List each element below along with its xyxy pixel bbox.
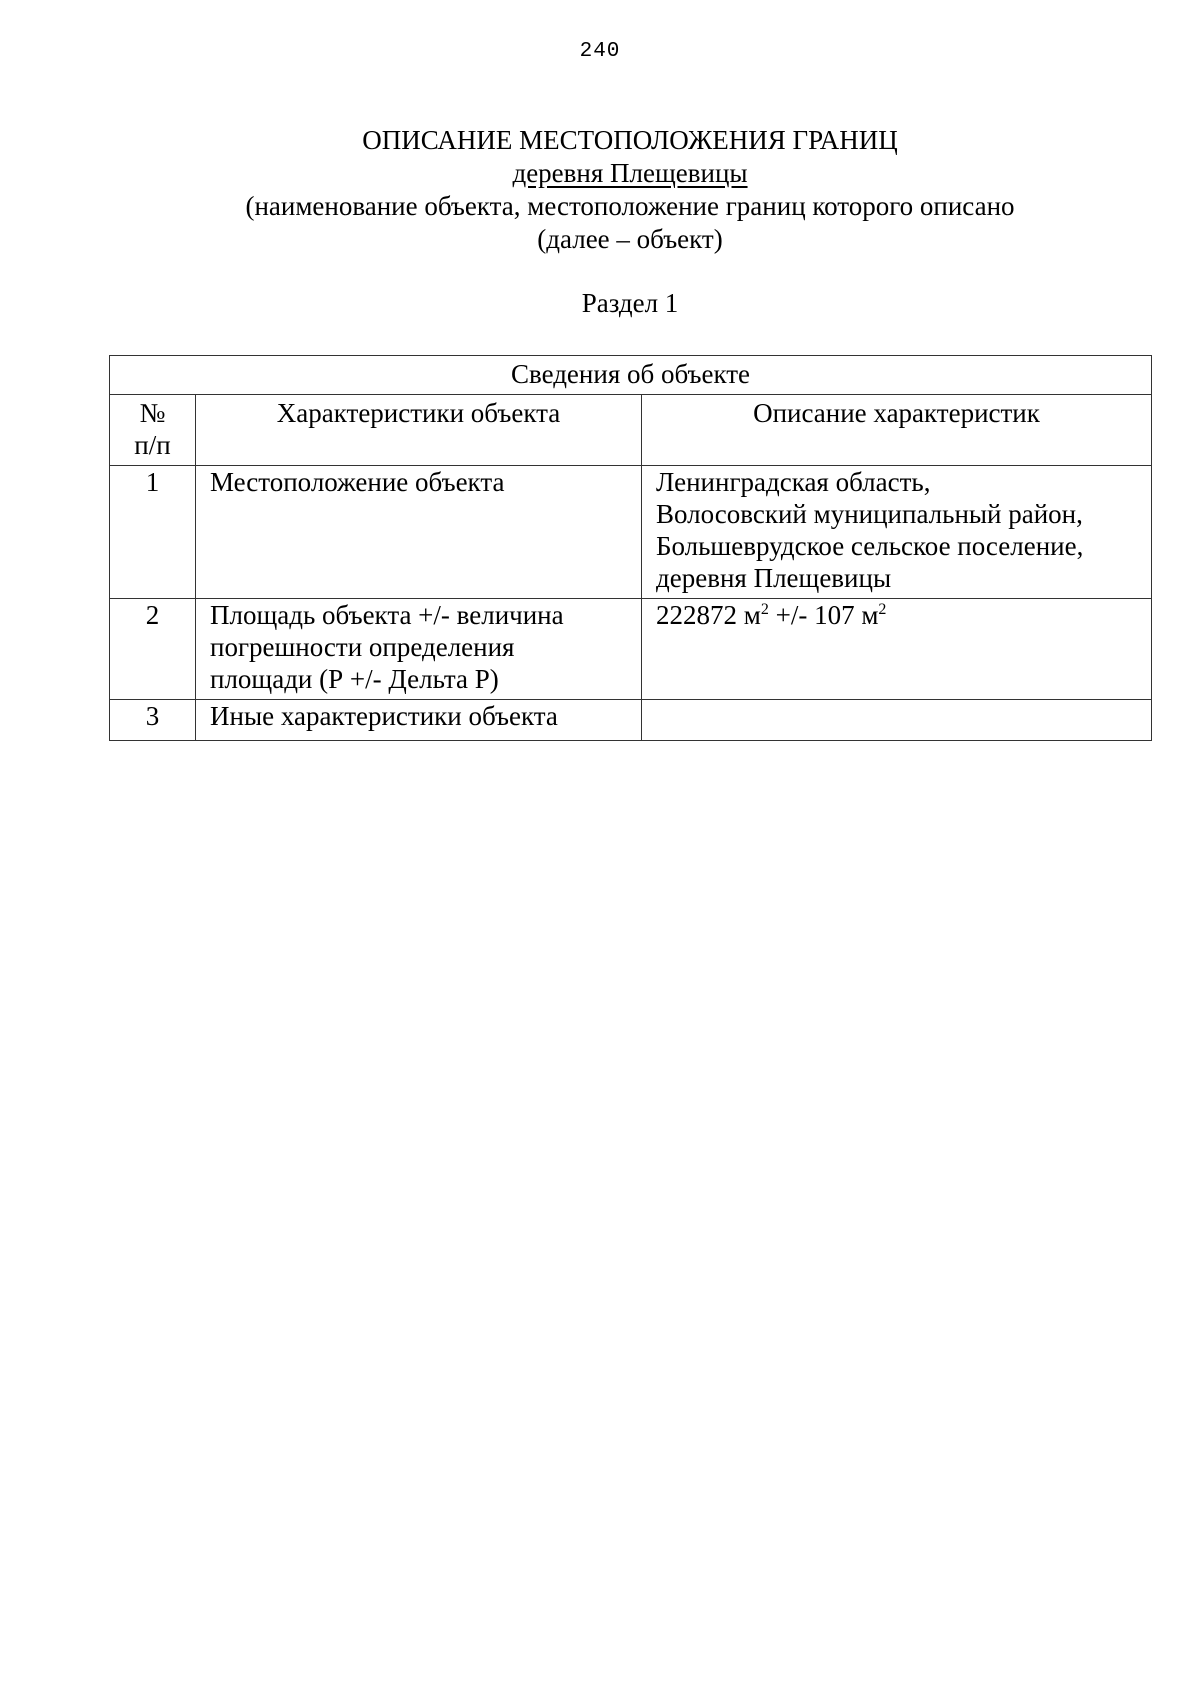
row-number: 3 xyxy=(110,700,196,741)
characteristic-line: погрешности определения xyxy=(210,632,515,662)
table-caption-row xyxy=(110,356,1152,395)
document-header xyxy=(100,124,1160,256)
section-title: Раздел 1 xyxy=(581,288,679,318)
column-header-description: Описание характеристик xyxy=(642,395,1152,466)
column-header-num-line-1: № xyxy=(139,398,166,428)
table-caption: Сведения об объекте xyxy=(110,356,1152,395)
row-characteristic: Иные характеристики объекта xyxy=(196,700,642,741)
row-number: 1 xyxy=(110,466,196,599)
header-caption-line-1: (наименование объекта, местоположение границ которого описано xyxy=(245,191,1015,221)
area-tolerance: +/- 107 м xyxy=(768,600,879,630)
row-description xyxy=(642,466,1152,599)
tolerance-unit-exponent: 2 xyxy=(878,601,887,618)
table-row xyxy=(110,466,1152,599)
location-line: деревня Плещевицы xyxy=(656,563,892,593)
object-info-table xyxy=(109,355,1152,741)
column-header-num xyxy=(110,395,196,466)
row-description xyxy=(642,700,1152,741)
characteristic-line: Площадь объекта +/- величина xyxy=(210,600,564,630)
row-characteristic: Местоположение объекта xyxy=(196,466,642,599)
header-caption-line-2: (далее – объект) xyxy=(537,224,723,254)
row-number: 2 xyxy=(110,599,196,700)
table-row xyxy=(110,599,1152,700)
area-value: 222872 м xyxy=(656,600,761,630)
table-header-row xyxy=(110,395,1152,466)
page-number: 240 xyxy=(579,40,621,63)
location-line: Большеврудское сельское поселение, xyxy=(656,531,1084,561)
document-title: ОПИСАНИЕ МЕСТОПОЛОЖЕНИЯ ГРАНИЦ xyxy=(362,125,898,155)
row-description xyxy=(642,599,1152,700)
location-line: Ленинградская область, xyxy=(656,467,931,497)
table-row xyxy=(110,700,1152,741)
location-line: Волосовский муниципальный район, xyxy=(656,499,1083,529)
area-unit-exponent: 2 xyxy=(760,601,769,618)
column-header-characteristics: Характеристики объекта xyxy=(196,395,642,466)
column-header-num-line-2: п/п xyxy=(134,430,171,460)
row-characteristic xyxy=(196,599,642,700)
object-name: деревня Плещевицы xyxy=(512,158,748,188)
characteristic-line: площади (Р +/- Дельта Р) xyxy=(210,664,499,694)
